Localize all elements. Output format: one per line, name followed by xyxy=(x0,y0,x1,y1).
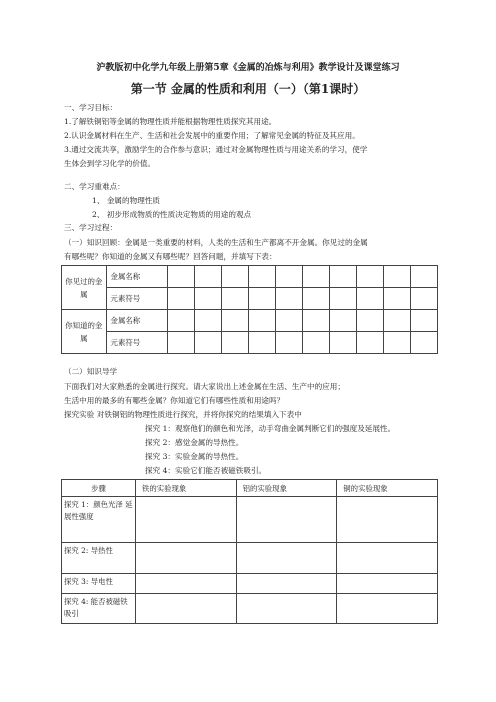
blank-cell[interactable] xyxy=(356,288,383,310)
blank-cell[interactable] xyxy=(221,266,248,288)
col-header-copper: 铜的实验现象 xyxy=(337,480,438,497)
blank-cell[interactable] xyxy=(329,266,356,288)
experiment-text: 探究实验 对铁铜铝的物理性质进行探究，并将你探究的结果填入下表中 xyxy=(64,410,302,419)
blank-cell[interactable] xyxy=(329,332,356,354)
blank-cell[interactable] xyxy=(410,310,437,332)
blank-cell[interactable] xyxy=(275,266,302,288)
blank-cell[interactable] xyxy=(167,288,194,310)
blank-cell[interactable] xyxy=(248,266,275,288)
goals-heading: 一、学习目标： xyxy=(64,103,118,112)
observation-cell[interactable] xyxy=(236,543,337,574)
blank-cell[interactable] xyxy=(302,266,329,288)
element-symbol-label: 元素符号 xyxy=(106,288,167,310)
blank-cell[interactable] xyxy=(302,310,329,332)
review-text: 有哪些呢？你知道的金属又有哪些呢？回答问题，并填写下表： xyxy=(64,252,277,261)
blank-cell[interactable] xyxy=(383,266,410,288)
blank-cell[interactable] xyxy=(410,266,437,288)
keypoint-item: 2、 初步形成物质的性质决定物质的用途的观点 xyxy=(92,210,252,219)
experiment-step: 探究 3：实验金属的导热性。 xyxy=(145,452,244,461)
observation-cell[interactable] xyxy=(236,497,337,543)
process-heading: 三、学习过程： xyxy=(64,223,118,232)
col-header-step: 步骤 xyxy=(62,480,136,497)
section-title: 第一节 金属的性质和利用（一）（第1课时） xyxy=(130,82,366,96)
metal-name-label: 金属名称 xyxy=(106,310,167,332)
experiment-step: 探究 2：感觉金属的导热性。 xyxy=(145,438,244,447)
blank-cell[interactable] xyxy=(221,310,248,332)
blank-cell[interactable] xyxy=(302,332,329,354)
blank-cell[interactable] xyxy=(356,332,383,354)
blank-cell[interactable] xyxy=(194,288,221,310)
blank-cell[interactable] xyxy=(410,332,437,354)
blank-cell[interactable] xyxy=(383,288,410,310)
col-header-iron: 铁的实验现象 xyxy=(135,480,236,497)
blank-cell[interactable] xyxy=(356,266,383,288)
keypoint-item: 1、 金属的物理性质 xyxy=(92,196,160,205)
metal-name-label: 金属名称 xyxy=(106,266,167,288)
blank-cell[interactable] xyxy=(167,332,194,354)
blank-cell[interactable] xyxy=(194,332,221,354)
blank-cell[interactable] xyxy=(194,310,221,332)
blank-cell[interactable] xyxy=(329,288,356,310)
step-label: 探究 3: 导电性 xyxy=(62,574,136,594)
blank-cell[interactable] xyxy=(275,288,302,310)
row-header-known: 你知道的金属 xyxy=(62,310,107,354)
blank-cell[interactable] xyxy=(167,266,194,288)
observation-cell[interactable] xyxy=(135,543,236,574)
blank-cell[interactable] xyxy=(194,266,221,288)
blank-cell[interactable] xyxy=(221,332,248,354)
step-label: 探究 2: 导热性 xyxy=(62,543,136,574)
step-label: 探究 4: 能否被磁铁吸引 xyxy=(62,594,136,624)
document-title: 沪教版初中化学九年级上册第5章《金属的冶炼与利用》教学设计及课堂练习 xyxy=(96,63,400,73)
observation-cell[interactable] xyxy=(337,574,438,594)
blank-cell[interactable] xyxy=(248,310,275,332)
blank-cell[interactable] xyxy=(356,310,383,332)
observation-cell[interactable] xyxy=(337,497,438,543)
observation-cell[interactable] xyxy=(337,594,438,624)
blank-cell[interactable] xyxy=(329,310,356,332)
blank-cell[interactable] xyxy=(167,310,194,332)
blank-cell[interactable] xyxy=(221,288,248,310)
metals-table xyxy=(61,265,438,354)
blank-cell[interactable] xyxy=(248,332,275,354)
step-label: 探究 1：颜色光泽 延展性强度 xyxy=(62,497,136,543)
observation-cell[interactable] xyxy=(236,574,337,594)
goal-item: 2.认识金属材料在生产、生活和社会发展中的重要作用；了解常见金属的特征及其应用。 xyxy=(64,131,360,140)
review-text: （一）知识回顾：金属是一类重要的材料，人类的生活和生产都离不开金属。你见过的金属 xyxy=(64,238,368,247)
goal-item: 1.了解铁铜铝等金属的物理性质并能根据物理性质探究其用途。 xyxy=(64,117,277,126)
blank-cell[interactable] xyxy=(275,332,302,354)
blank-cell[interactable] xyxy=(410,288,437,310)
blank-cell[interactable] xyxy=(302,288,329,310)
observation-cell[interactable] xyxy=(236,594,337,624)
guide-text: 生活中用的最多的有哪些金属？你知道它们有哪些性质和用途吗？ xyxy=(64,396,285,405)
observation-cell[interactable] xyxy=(135,574,236,594)
experiment-step: 探究 1：观察他们的颜色和光泽，动手弯曲金属判断它们的强度及延展性。 xyxy=(145,424,396,433)
observation-cell[interactable] xyxy=(135,497,236,543)
blank-cell[interactable] xyxy=(383,310,410,332)
blank-cell[interactable] xyxy=(383,332,410,354)
element-symbol-label: 元素符号 xyxy=(106,332,167,354)
experiment-table xyxy=(61,479,438,624)
blank-cell[interactable] xyxy=(248,288,275,310)
observation-cell[interactable] xyxy=(135,594,236,624)
goal-item: 3.通过交流共享，激励学生的合作参与意识；通过对金属物理性质与用途关系的学习，使学 xyxy=(64,145,368,154)
guide-heading: （二）知识导学 xyxy=(64,367,118,376)
blank-cell[interactable] xyxy=(275,310,302,332)
keypoints-heading: 二、学习重难点： xyxy=(64,182,125,191)
experiment-step: 探究 4：实验它们能否被磁铁吸引。 xyxy=(145,466,267,475)
observation-cell[interactable] xyxy=(337,543,438,574)
col-header-aluminum: 铝的实验现象 xyxy=(236,480,337,497)
row-header-seen: 你见过的金属 xyxy=(62,266,107,310)
goal-item: 生体会到学习化学的价值。 xyxy=(64,159,156,168)
guide-text: 下面我们对大家熟悉的金属进行探究。请大家说出上述金属在生活、生产中的应用； xyxy=(64,382,345,391)
